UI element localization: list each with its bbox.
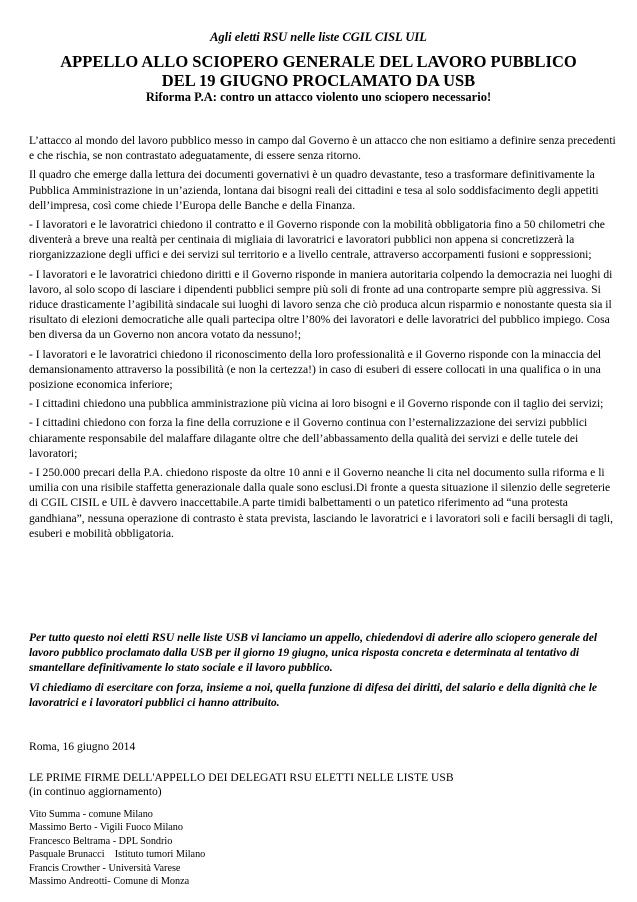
- pre-title: Agli eletti RSU nelle liste CGIL CISL UIL: [210, 30, 427, 44]
- document-date: Roma, 16 giugno 2014: [29, 740, 136, 753]
- body-paragraph-mobility: - I lavoratori e le lavoratrici chiedono il contratto e il Governo risponde con la mobilità obbligatoria fino a 50 chilometri che diventerà a breve una realtà per centinaia di migliaia di lavoratrici e lavoratori pubblici non appena si concretizzerà la riorganizzazione degli uffici e dei servizi sul territorio e a livello centrale, attraverso accorpamenti fusioni e soppressioni;: [29, 218, 605, 262]
- body-paragraph-context: Il quadro che emerge dalla lettura dei documenti governativi è un quadro devastante, teso a trasformare definitivamente la Pubblica Amministrazione in un’azienda, lontana dai bisogni reali dei cittadini e tesa al solo soddisfacimento degli appetiti dell’impresa, così come chiede l’Europa delle Banche e della Finanza.: [29, 168, 599, 212]
- signature-item: Massimo Berto - Vigili Fuoco Milano: [29, 822, 183, 834]
- appeal-section: [29, 630, 619, 714]
- document-body: [29, 133, 619, 545]
- body-paragraph-rights: - I lavoratori e le lavoratrici chiedono diritti e il Governo risponde in maniera autoritaria colpendo la democrazia nei luoghi di lavoro, al solo scopo di lasciare i dipendenti pubblici sempre più soli di fronte ad una controparte sempre più aggressiva. Si riduce drasticamente l’agibilità sindacale sui luoghi di lavoro senza che ciò produca alcun risparmio e nonostante questa sia il risultato di elezioni democratiche alle quali partecipa oltre l’80% dei lavoratori e delle lavoratrici del pubblico impiego. Cosa ben diversa da un Governo non ancora votato da nessuno!;: [29, 267, 613, 342]
- title-line-1: APPELLO ALLO SCIOPERO GENERALE DEL LAVORO PUBBLICO: [60, 52, 577, 71]
- signatures-list: [29, 808, 619, 888]
- signature-item: Francesco Beltrama - DPL Sondrio: [29, 835, 173, 847]
- signatures-heading-block: [29, 771, 619, 799]
- body-paragraph-corruption: - I cittadini chiedono con forza la fine della corruzione e il Governo continua con l’esternalizzazione dei servizi pubblici chiaramente responsabile del malaffare dilagante oltre che dell’abbassamento della qualità dei servizi e delle tutele dei lavoratori;: [29, 416, 588, 460]
- body-paragraph-intro: L’attacco al mondo del lavoro pubblico messo in campo dal Governo è un attacco che non esitiamo a definire senza precedenti e che rischia, se non contrastato adeguatamente, di essere senza ritorno.: [29, 134, 616, 163]
- body-paragraph-professionalism: - I lavoratori e le lavoratrici chiedono il riconoscimento della loro professionalità e il Governo risponde con la minaccia del demansionamento attraverso la possibilità (e non la certezza!) in caso di esuberi di essere collocati in una qualifica o in una posizione economica inferiore;: [29, 347, 602, 392]
- document-subtitle: Riforma P.A: contro un attacco violento uno sciopero necessario!: [145, 90, 492, 104]
- signature-item: Vito Summa - comune Milano: [29, 809, 153, 820]
- signatures-heading: LE PRIME FIRME DELL'APPELLO DEI DELEGATI RSU ELETTI NELLE LISTE USB: [29, 771, 454, 784]
- body-paragraph-precari: - I 250.000 precari della P.A. chiedono risposte da oltre 10 anni e il Governo neanche li cita nel documento sulla riforma e li umilia con una risibile staffetta generazionale dalla quale sono esclusi.Di fronte a questa situazione il silenzio delle segreterie di CGIL CISIL e UIL è davvero inaccettabile.A parte timidi balbettamenti o un patetico riferimento ad “una protesta gandhiana”, nessuna operazione di contrasto è stata prevista, lasciando le lavoratrici e i lavoratori soli e facili bersagli di tagli, esuberi e mobilità obbligatoria.: [29, 466, 613, 540]
- title-line-2: DEL 19 GIUGNO PROCLAMATO DA USB: [161, 71, 476, 90]
- signature-item: Massimo Andreotti- Comune di Monza: [29, 876, 190, 888]
- signature-item: Francis Crowther - Università Varese: [29, 862, 181, 874]
- signature-item: Pasquale Brunacci Istituto tumori Milano: [29, 849, 206, 861]
- body-paragraph-services: - I cittadini chiedono una pubblica amministrazione più vicina ai loro bisogni e il Governo risponde con il taglio dei servizi;: [29, 397, 604, 411]
- appeal-paragraph-request: Vi chiediamo di esercitare con forza, insieme a noi, quella funzione di difesa dei diritti, del salario e della dignità che le lavoratrici e i lavoratori pubblici ci hanno attribuito.: [29, 680, 598, 709]
- document-title: [0, 52, 637, 90]
- appeal-paragraph-call: Per tutto questo noi eletti RSU nelle liste USB vi lanciamo un appello, chiedendovi di aderire allo sciopero generale del lavoro pubblico proclamato dalla USB per il giorno 19 giugno, unica risposta concreta e determinata al tentativo di smantellare definitivamente lo stato sociale e il lavoro pubblico.: [29, 631, 598, 675]
- signatures-note: (in continuo aggiornamento): [29, 785, 162, 798]
